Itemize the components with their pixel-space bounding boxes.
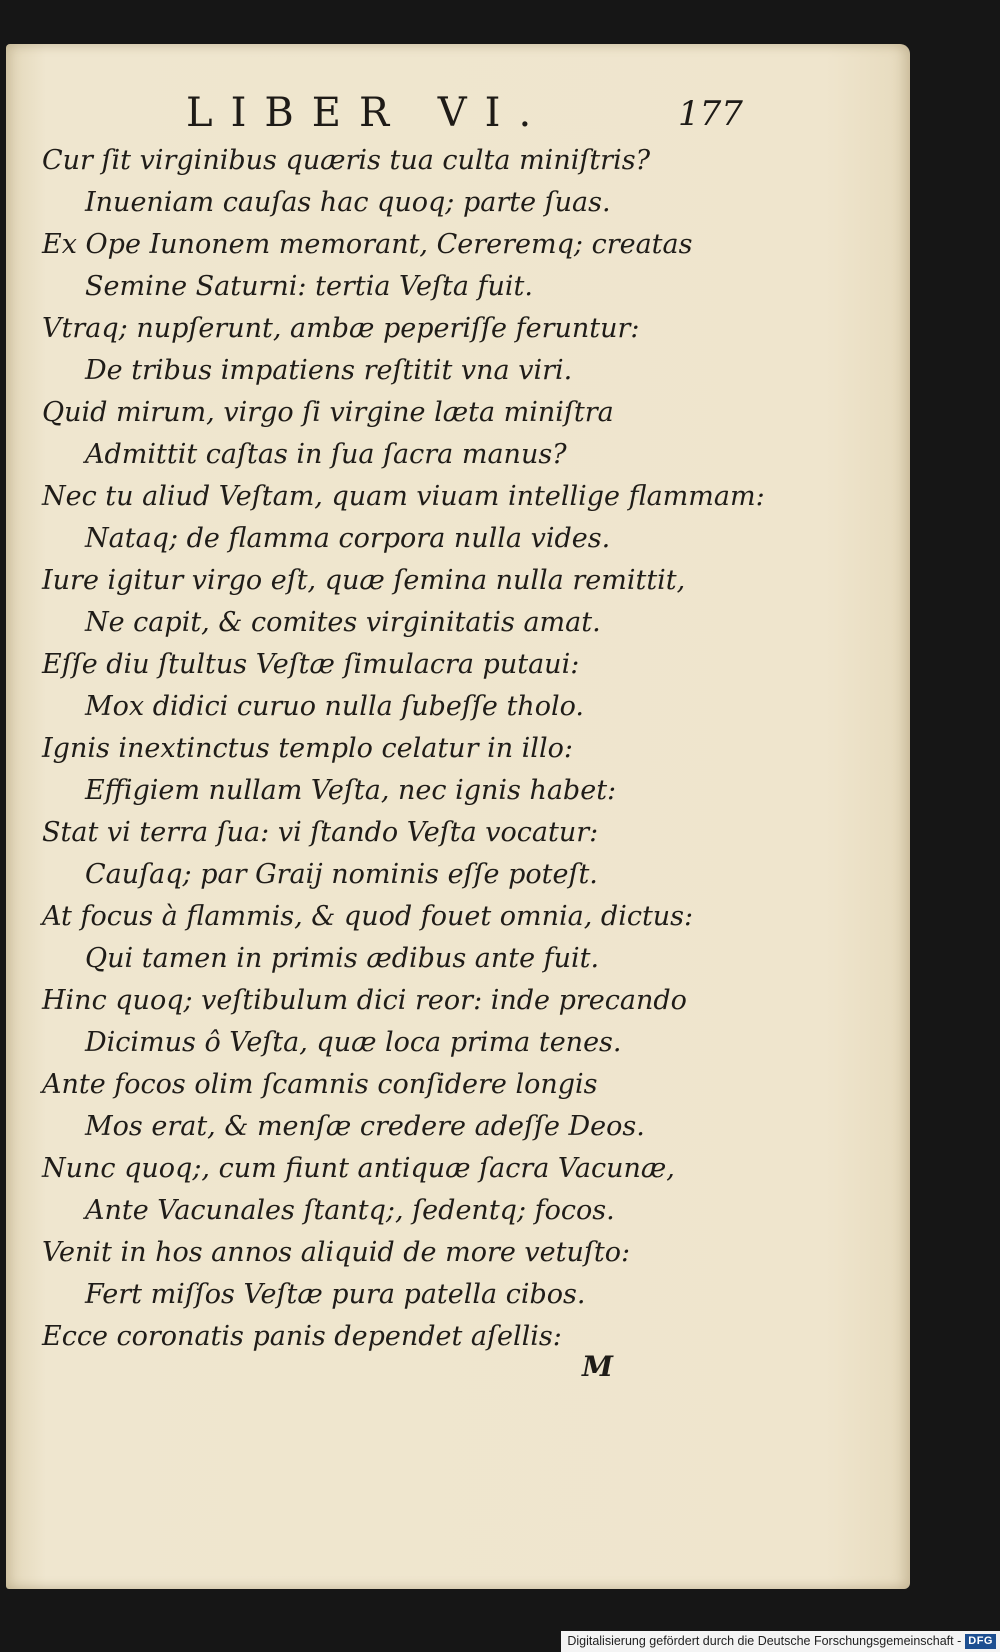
verse-line: Venit in hos annos aliquid de more vetuſto: (42, 1237, 631, 1268)
verse-line: Ignis inextinctus templo celatur in illo: (42, 733, 573, 764)
verse-line: Quid mirum, virgo ſi virgine læta miniſtra (42, 397, 614, 428)
funding-credit-text: Digitalisierung gefördert durch die Deutsche Forschungsgemeinschaft - (567, 1634, 962, 1648)
page-number: 177 (678, 94, 743, 134)
verse-line: Vtraq; nupſerunt, ambæ peperiſſe feruntur: (42, 313, 640, 344)
verse-line: Cur ſit virginibus quæris tua culta miniſtris? (42, 145, 651, 176)
verse-line: Semine Saturni: tertia Veſta fuit. (85, 271, 533, 302)
verse-line: Ex Ope Iunonem memorant, Cereremq; creatas (42, 229, 693, 260)
verse-line: Dicimus ô Veſta, quæ loca prima tenes. (85, 1027, 622, 1058)
verse-line: Nunc quoq;, cum fiunt antiquæ ſacra Vacunæ, (42, 1153, 675, 1184)
verse-line: Mos erat, & menſæ credere adeſſe Deos. (85, 1111, 645, 1142)
signature-mark: M (582, 1350, 613, 1383)
verse-line: Eſſe diu ſtultus Veſtæ ſimulacra putaui: (42, 649, 580, 680)
verse-line: Inueniam cauſas hac quoq; parte ſuas. (85, 187, 611, 218)
dfg-logo: DFG (965, 1634, 996, 1649)
verse-list (42, 140, 882, 1358)
verse-line: Ante focos olim ſcamnis conſidere longis (42, 1069, 598, 1100)
verse-line: De tribus impatiens reſtitit vna viri. (85, 355, 573, 386)
verse-line: Ecce coronatis panis dependet aſellis: (42, 1321, 562, 1352)
verse-line: Ante Vacunales ſtantq;, ſedentq; focos. (85, 1195, 615, 1226)
funding-credit (561, 1631, 1000, 1652)
verse-line: Hinc quoq; veſtibulum dici reor: inde precando (42, 985, 687, 1016)
verse-line: Ne capit, & comites virginitatis amat. (85, 607, 601, 638)
verse-line: Nataq; de flamma corpora nulla vides. (85, 523, 611, 554)
verse-line: Nec tu aliud Veſtam, quam viuam intellige flammam: (42, 481, 765, 512)
verse-line: Stat vi terra ſua: vi ſtando Veſta vocatur: (42, 817, 599, 848)
verse-line: Iure igitur virgo eſt, quæ ſemina nulla remittit, (42, 565, 686, 596)
running-head: LIBER VI. (186, 90, 550, 136)
book-page (6, 44, 910, 1589)
verse-line: At focus à flammis, & quod fouet omnia, dictus: (42, 901, 694, 932)
verse-line: Fert miſſos Veſtæ pura patella cibos. (85, 1279, 586, 1310)
verse-line: Mox didici curuo nulla ſubeſſe tholo. (85, 691, 584, 722)
verse-line: Qui tamen in primis ædibus ante fuit. (85, 943, 600, 974)
verse-line: Cauſaq; par Graij nominis eſſe poteſt. (85, 859, 598, 890)
verse-line: Admittit caſtas in ſua ſacra manus? (85, 439, 567, 470)
verse-line: Effigiem nullam Veſta, nec ignis habet: (85, 775, 617, 806)
